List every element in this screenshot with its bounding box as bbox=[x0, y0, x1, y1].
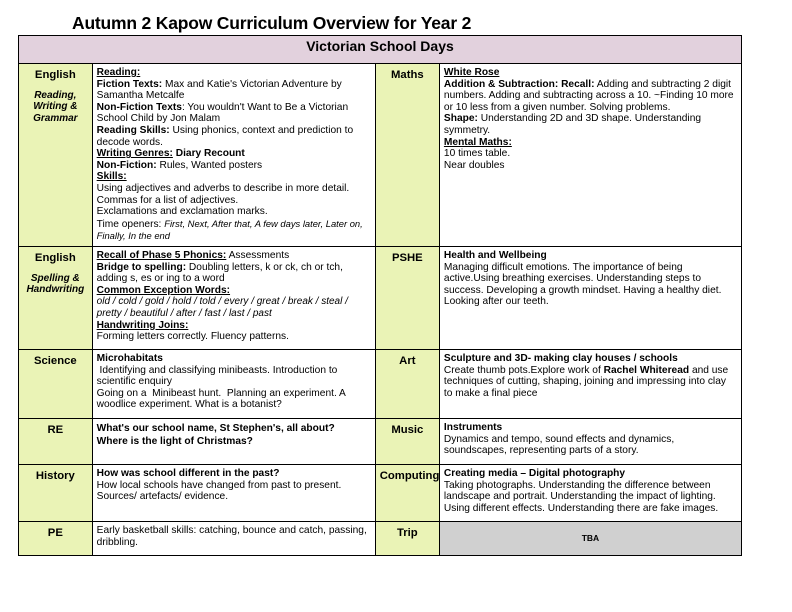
skill-line: Commas for a list of adjectives. bbox=[96, 194, 239, 206]
nonfiction-genres bbox=[97, 160, 371, 172]
re-question: Where is the light of Christmas? bbox=[96, 436, 253, 447]
writing-genres-label: Writing Genres: bbox=[96, 148, 173, 160]
reading-heading: Reading: bbox=[96, 67, 141, 78]
pshe-text: Managing difficult emotions. The importance of being active.Using breathing exercises. Understanding steps to success. Developing a growth mindset. Having a healthy diet. Looking after our teeth. bbox=[443, 261, 722, 308]
bridge-text: Doubling letters, k or ck, ch or tch, adding s, es or ing to a word bbox=[96, 261, 343, 285]
subject-label-pshe: PSHE bbox=[375, 247, 439, 350]
time-openers-text: First, Next, After that, A few days later, Later on, Finally, In the end bbox=[96, 217, 363, 242]
art-heading: Sculpture and 3D- making clay houses / schools bbox=[443, 353, 678, 364]
reading-skills-label: Reading Skills: bbox=[96, 124, 170, 136]
shape-label: Shape: bbox=[443, 113, 478, 125]
topic-row bbox=[19, 36, 742, 64]
table-row bbox=[19, 247, 742, 350]
fiction-label: Fiction Texts: bbox=[96, 78, 163, 90]
computing-heading: Creating media – Digital photography bbox=[443, 468, 626, 479]
time-openers-label: Time openers: bbox=[96, 218, 165, 230]
pshe-heading: Health and Wellbeing bbox=[443, 250, 547, 261]
table-row bbox=[19, 419, 742, 465]
fiction-texts bbox=[97, 79, 371, 102]
science-line: Identifying and classifying minibeasts. Introduction to scientific enquiry bbox=[96, 364, 341, 388]
nonfiction-label: Non-Fiction Texts bbox=[96, 101, 182, 113]
nonfiction-text: : You wouldn't Want to Be a Victorian School Child by Jon Malam bbox=[96, 101, 349, 125]
curriculum-table bbox=[18, 35, 742, 556]
subject-label-history: History bbox=[19, 465, 93, 522]
trip-value: TBA bbox=[439, 522, 741, 556]
subject-label-english-sh bbox=[19, 247, 93, 350]
subject-sublabel: Spelling & Handwriting bbox=[26, 272, 85, 296]
nonfiction-genres-text: Rules, Wanted posters bbox=[156, 159, 263, 171]
cew-heading: Common Exception Words: bbox=[96, 284, 231, 296]
subject-label-trip: Trip bbox=[375, 522, 439, 556]
writing-genres-text: Diary Recount bbox=[172, 148, 245, 160]
subject-content-pshe bbox=[439, 247, 741, 350]
skill-line: Exclamations and exclamation marks. bbox=[96, 206, 268, 218]
phonics-label: Recall of Phase 5 Phonics: bbox=[96, 250, 227, 261]
music-text: Dynamics and tempo, sound effects and dynamics, soundscapes, representing parts of a story. bbox=[443, 433, 675, 457]
subject-content-re bbox=[92, 419, 375, 465]
subject-label-art: Art bbox=[375, 350, 439, 419]
art-artist: Rachel Whiteread bbox=[603, 364, 690, 376]
reading-skills bbox=[97, 125, 371, 148]
page-title: Autumn 2 Kapow Curriculum Overview for Year 2 bbox=[72, 13, 472, 33]
subject-content-pe: Early basketball skills: catching, bounce and catch, passing, dribbling. bbox=[92, 522, 375, 556]
writing-genres bbox=[97, 148, 371, 160]
nonfiction-texts bbox=[97, 102, 371, 125]
art-text-after: and use techniques of cutting, shaping, joining and impressing into clay to make a final piece bbox=[443, 364, 729, 399]
topic-header: Victorian School Days bbox=[19, 36, 742, 64]
art-text bbox=[444, 365, 737, 400]
subject-content-science bbox=[92, 350, 375, 419]
subject-content-english-rwg bbox=[92, 64, 375, 247]
addsub-label: Addition & Subtraction: Recall: bbox=[443, 78, 595, 90]
bridge-label: Bridge to spelling: bbox=[96, 261, 187, 273]
skill-line: Using adjectives and adverbs to describe in more detail. bbox=[96, 182, 350, 194]
joins-heading: Handwriting Joins: bbox=[96, 319, 189, 331]
addition-subtraction bbox=[444, 79, 737, 114]
mental-maths-line: 10 times table. bbox=[443, 148, 511, 160]
fiction-text: Max and Katie's Victorian Adventure by Samantha Metcalfe bbox=[96, 78, 342, 102]
subject-label-computing: Computing bbox=[375, 465, 439, 522]
subject-label-science: Science bbox=[19, 350, 93, 419]
subject-content-maths bbox=[439, 64, 741, 247]
music-heading: Instruments bbox=[443, 422, 503, 433]
subject-label-english-rwg bbox=[19, 64, 93, 247]
science-line: Going on a Minibeast hunt. Planning an experiment. A woodlice experiment. What is a botanist? bbox=[96, 387, 349, 411]
phonics-recall bbox=[97, 250, 371, 262]
shape-text: Understanding 2D and 3D shape. Understanding symmetry. bbox=[443, 113, 702, 136]
history-line: Sources/ artefacts/ evidence. bbox=[96, 491, 229, 503]
time-openers bbox=[97, 218, 371, 243]
subject-label-maths: Maths bbox=[375, 64, 439, 247]
table-row bbox=[19, 64, 742, 247]
reading-skills-text: Using phonics, context and prediction to decode words. bbox=[96, 124, 354, 148]
subject-name: English bbox=[34, 252, 76, 264]
subject-label-pe: PE bbox=[19, 522, 93, 556]
bridge-to-spelling bbox=[97, 262, 371, 285]
subject-content-computing bbox=[439, 465, 741, 522]
skills-heading: Skills: bbox=[96, 171, 127, 183]
maths-scheme-heading: White Rose bbox=[443, 67, 500, 78]
nonfiction-genres-label: Non-Fiction: bbox=[96, 159, 157, 171]
table-row bbox=[19, 465, 742, 522]
table-row bbox=[19, 350, 742, 419]
art-text-before: Create thumb pots.Explore work of bbox=[443, 364, 604, 376]
subject-content-history bbox=[92, 465, 375, 522]
subject-label-re: RE bbox=[19, 419, 93, 465]
shape bbox=[444, 113, 737, 136]
subject-content-art bbox=[439, 350, 741, 419]
history-heading: How was school different in the past? bbox=[96, 468, 280, 479]
re-question: What's our school name, St Stephen's, all about? bbox=[96, 423, 335, 434]
history-line: How local schools have changed from past to present. bbox=[96, 479, 342, 491]
computing-text: Taking photographs. Understanding the difference between landscape and portrait. Understanding the impact of lighting. Using different effects. Understanding there are fake images. bbox=[443, 479, 719, 514]
subject-sublabel: Reading, Writing & Grammar bbox=[33, 89, 78, 124]
phonics-text: Assessments bbox=[226, 250, 290, 261]
addsub-text: Adding and subtracting 2 digit numbers. Adding and subtracting across a 10. ~Finding 10 more or 10 less from a given number. Solving problems. bbox=[443, 78, 734, 113]
subject-name: English bbox=[34, 69, 76, 81]
subject-content-english-sh bbox=[92, 247, 375, 350]
mental-maths-heading: Mental Maths: bbox=[443, 136, 512, 148]
subject-label-music: Music bbox=[375, 419, 439, 465]
cew-text: old / cold / gold / hold / told / every / great / break / steal / pretty / beautiful / after / fast / last / past bbox=[96, 296, 348, 319]
subject-content-music bbox=[439, 419, 741, 465]
mental-maths-line: Near doubles bbox=[443, 159, 505, 171]
joins-text: Forming letters correctly. Fluency patterns. bbox=[96, 331, 289, 343]
science-heading: Microhabitats bbox=[96, 353, 163, 364]
table-row bbox=[19, 522, 742, 556]
